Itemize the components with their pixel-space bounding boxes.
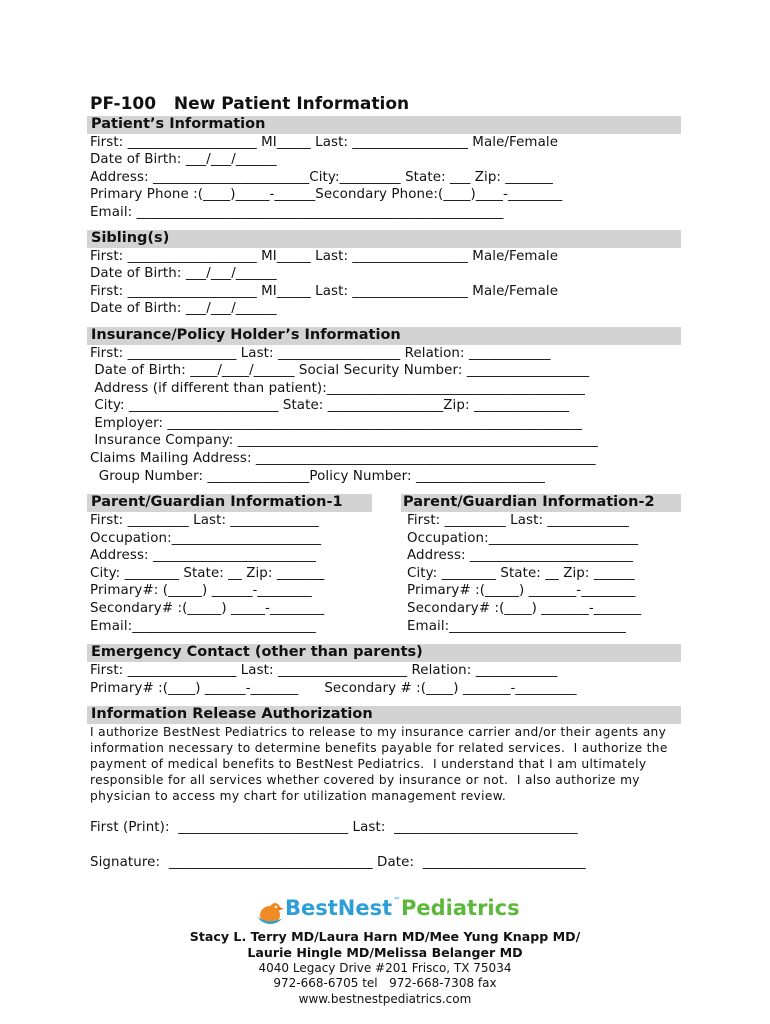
sibling1-name-line[interactable]: First: ___________________ MI_____ Last: _________________ Male/Female — [90, 249, 559, 264]
insurance-claims-address-line[interactable]: Claims Mailing Address: __________________________________________________ — [90, 451, 596, 466]
insurance-address-line[interactable]: Address (if different than patient):______________________________________ — [90, 381, 586, 396]
signature-date-line[interactable]: Signature: ______________________________ Date: ________________________ — [90, 855, 586, 870]
logo-trademark: ™ — [393, 896, 401, 905]
emergency-section-heading: Emergency Contact (other than parents) — [91, 644, 423, 660]
bird-logo-icon — [255, 898, 285, 928]
guardian2-city-line[interactable]: City: ________ State: __ Zip: ______ — [407, 566, 635, 581]
insurance-dob-ssn-line[interactable]: Date of Birth: ____/____/______ Social Security Number: __________________ — [90, 363, 590, 378]
insurance-company-line[interactable]: Insurance Company: _____________________________________________________ — [90, 433, 598, 448]
guardian2-email-line[interactable]: Email:__________________________ — [407, 619, 626, 634]
patient-email-line[interactable]: Email: ______________________________________________________ — [90, 205, 504, 220]
footer-website[interactable]: www.bestnestpediatrics.com — [298, 992, 472, 1006]
guardian1-name-line[interactable]: First: _________ Last: _____________ — [90, 513, 319, 528]
footer-doctors-line-1: Stacy L. Terry MD/Laura Harn MD/Mee Yung Knapp MD/ — [189, 929, 581, 944]
patient-address-line[interactable]: Address: _______________________City:_________ State: ___ Zip: _______ — [90, 170, 553, 185]
release-section-heading: Information Release Authorization — [91, 706, 373, 722]
form-title: PF-100 New Patient Information — [90, 94, 410, 114]
patient-dob-line[interactable]: Date of Birth: ___/___/______ — [90, 152, 277, 167]
release-text-line: physician to access my chart for utilization management review. — [90, 789, 507, 803]
release-text-line: I authorize BestNest Pediatrics to release to my insurance carrier and/or their agents any — [90, 725, 667, 739]
insurance-city-line[interactable]: City: ______________________ State: _________________Zip: ______________ — [90, 398, 570, 413]
guardian1-city-line[interactable]: City: ________ State: __ Zip: _______ — [90, 566, 325, 581]
guardian1-address-line[interactable]: Address: ________________________ — [90, 548, 317, 563]
sibling-section-heading: Sibling(s) — [91, 230, 170, 246]
sibling2-dob-line[interactable]: Date of Birth: ___/___/______ — [90, 301, 277, 316]
footer-address: 4040 Legacy Drive #201 Frisco, TX 75034 — [258, 961, 512, 975]
guardian2-address-line[interactable]: Address: ________________________ — [407, 548, 634, 563]
guardian2-section-heading: Parent/Guardian Information-2 — [403, 494, 655, 510]
sibling2-name-line[interactable]: First: ___________________ MI_____ Last: _________________ Male/Female — [90, 284, 559, 299]
patient-section-heading: Patient’s Information — [91, 116, 266, 132]
guardian2-name-line[interactable]: First: _________ Last: ____________ — [407, 513, 629, 528]
insurance-group-policy-line[interactable]: Group Number: _______________Policy Number: ___________________ — [90, 469, 546, 484]
patient-phone-line[interactable]: Primary Phone :(____)_____-______Secondary Phone:(____)____-________ — [90, 187, 563, 202]
emergency-phone-line[interactable]: Primary# :(____) ______-_______ Secondary # :(____) _______-_________ — [90, 681, 577, 696]
release-text-line: information necessary to determine benefits payable for related services. I authorize the — [90, 741, 668, 755]
print-name-line[interactable]: First (Print): _________________________ Last: ___________________________ — [90, 820, 578, 835]
guardian1-primary-line[interactable]: Primary#: (_____) ______-________ — [90, 583, 312, 598]
bestnest-logo — [255, 896, 520, 930]
guardian2-occupation-line[interactable]: Occupation:______________________ — [407, 531, 639, 546]
footer-phone: 972-668-6705 tel 972-668-7308 fax — [273, 976, 497, 990]
guardian1-email-line[interactable]: Email:___________________________ — [90, 619, 316, 634]
logo-pediatrics-text: Pediatrics — [401, 896, 520, 920]
guardian2-secondary-line[interactable]: Secondary# :(____) _______-_______ — [407, 601, 642, 616]
sibling-section-bar — [87, 230, 681, 248]
insurance-employer-line[interactable]: Employer: _____________________________________________________________ — [90, 416, 582, 431]
logo-bestnest-text: BestNest — [285, 896, 393, 920]
guardian1-secondary-line[interactable]: Secondary# :(_____) _____-________ — [90, 601, 325, 616]
guardian1-occupation-line[interactable]: Occupation:______________________ — [90, 531, 322, 546]
insurance-section-heading: Insurance/Policy Holder’s Information — [91, 327, 401, 343]
emergency-name-line[interactable]: First: ________________ Last: ___________________ Relation: ____________ — [90, 663, 558, 678]
guardian2-primary-line[interactable]: Primary# :(_____) _______-________ — [407, 583, 636, 598]
release-text-line: responsible for all services whether covered by insurance or not. I also authorize my — [90, 773, 640, 787]
sibling1-dob-line[interactable]: Date of Birth: ___/___/______ — [90, 266, 277, 281]
guardian1-section-heading: Parent/Guardian Information-1 — [91, 494, 343, 510]
insurance-name-line[interactable]: First: ________________ Last: __________________ Relation: ____________ — [90, 346, 551, 361]
release-text-line: payment of medical benefits to BestNest Pediatrics. I understand that I am ultimately — [90, 757, 647, 771]
patient-name-line[interactable]: First: ___________________ MI_____ Last: _________________ Male/Female — [90, 135, 559, 150]
footer-doctors-line-2: Laurie Hingle MD/Melissa Belanger MD — [247, 945, 523, 960]
